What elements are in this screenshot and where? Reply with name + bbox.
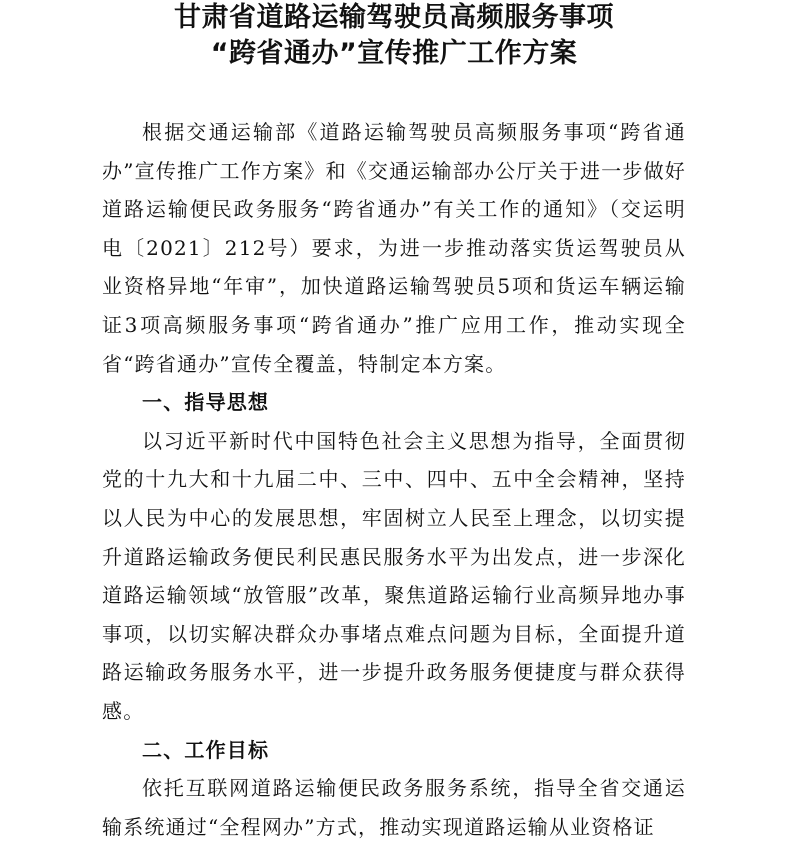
section-heading-work-goals: 二、工作目标 <box>142 737 270 762</box>
guiding-ideology-paragraph: 以习近平新时代中国特色社会主义思想为指导，全面贯彻党的十九大和十九届二中、三中、四中、五中全会精神，坚持以人民为中心的发展思想，牢固树立人民至上理念，以切实提升道路运输政务便民利民惠民服务水平为出发点，进一步深化道路运输领域“放管服”改革，聚焦道路运输行业高频异地办事事项，以切实解决群众办事堵点难点问题为目标，全面提升道路运输政务服务水平，进一步提升政务服务便捷度与群众获得感。 <box>102 428 686 723</box>
document-title-line-2: “跨省通办”宣传推广工作方案 <box>210 38 578 69</box>
section-heading-guiding-ideology: 一、指导思想 <box>142 390 270 415</box>
document-title-line-1: 甘肃省道路运输驾驶员高频服务事项 <box>174 2 614 33</box>
intro-paragraph: 根据交通运输部《道路运输驾驶员高频服务事项“跨省通办”宣传推广工作方案》和《交通运输部办公厅关于进一步做好道路运输便民政务服务“跨省通办”有关工作的通知》（交运明电〔2021〕212号）要求，为进一步推动落实货运驾驶员从业资格异地“年审”，加快道路运输驾驶员5项和货运车辆运输证3项高频服务事项“跨省通办”推广应用工作，推动实现全省“跨省通办”宣传全覆盖，特制定本方案。 <box>102 120 686 376</box>
work-goals-paragraph: 依托互联网道路运输便民政务服务系统，指导全省交通运输系统通过“全程网办”方式，推动实现道路运输从业资格证 <box>102 776 686 839</box>
document-body <box>102 113 686 846</box>
